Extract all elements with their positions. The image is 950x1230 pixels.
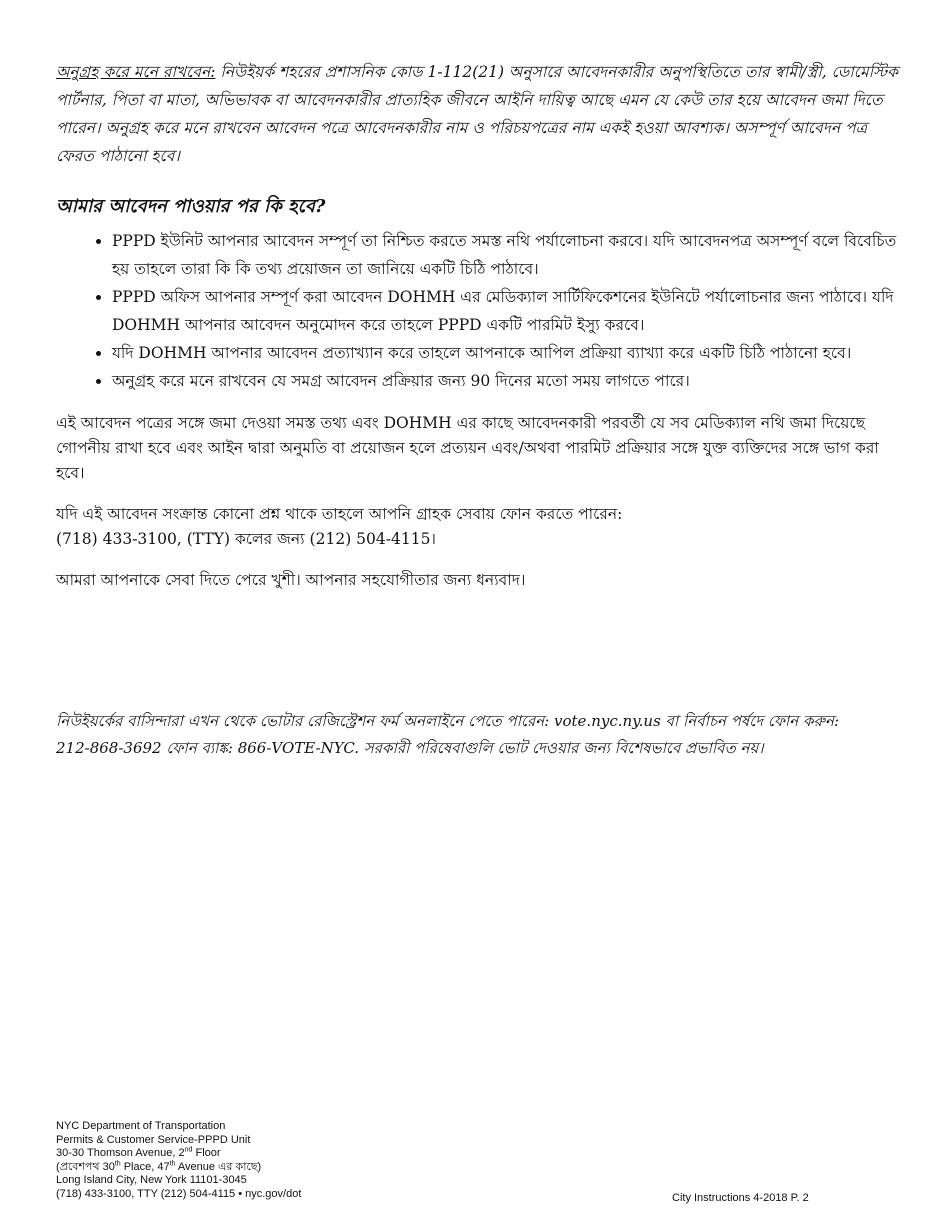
confidentiality-paragraph: এই আবেদন পত্রের সঙ্গে জমা দেওয়া সমস্ত তথ্য এবং DOHMH এর কাছে আবেদনকারী পরবর্তী যে সব মেডিক্যাল নথি জমা দিয়েছে গোপনীয় রাখা হবে এবং আইন দ্বারা অনুমতি বা প্রয়োজন হলে প্রত্যয়ন এবং/অথবা পারমিট প্রক্রিয়ার সঙ্গে যুক্ত ব্যক্তিদের সঙ্গে ভাগ করা হবে।: [56, 414, 879, 482]
footer-address: [56, 1120, 301, 1201]
footer-entrance-a: (প্রবেশপথ 30: [56, 1160, 115, 1173]
voter-line-1: নিউইয়র্কের বাসিন্দারা এখন থেকে ভোটার রেজিস্ট্রেশন ফর্ম অনলাইনে পেতে পারেন: vote.nyc.ny.us বা নির্বাচন পর্ষদে ফোন করুন:: [56, 712, 840, 730]
list-item: • অনুগ্রহ করে মনে রাখবেন যে সমগ্র আবেদন প্রক্রিয়ার জন্য 90 দিনের মতো সময় লাগতে পারে।: [112, 367, 898, 395]
footer-street-floor: Floor: [192, 1147, 221, 1159]
footer-phones: (718) 433-3100, TTY (212) 504-4115 • nyc.gov/dot: [56, 1187, 302, 1200]
footer-entrance-sup2: th: [169, 1159, 176, 1167]
list-item: • যদি DOHMH আপনার আবেদন প্রত্যাখ্যান করে তাহলে আপনাকে আপিল প্রক্রিয়া ব্যাখ্যা করে একটি চিঠি পাঠানো হবে।: [112, 339, 898, 367]
footer-entrance-sup1: th: [114, 1159, 121, 1167]
voter-registration-note: [56, 708, 898, 762]
footer-unit: Permits & Customer Service-PPPD Unit: [56, 1133, 251, 1146]
footer-entrance-b: Place, 47: [120, 1160, 170, 1173]
list-item: • PPPD ইউনিট আপনার আবেদন সম্পূর্ণ তা নিশ্চিত করতে সমস্ত নথি পর্যালোচনা করবে। যদি আবেদনপত্র অসম্পূর্ণ বলে বিবেচিত হয় তাহলে তারা কি কি তথ্য প্রয়োজন তা জানিয়ে একটি চিঠি পাঠাবে।: [112, 227, 898, 283]
intro-note-label: অনুগ্রহ করে মনে রাখবেন:: [56, 63, 216, 81]
footer-city: Long Island City, New York 11101-3045: [56, 1174, 247, 1186]
document-body: [56, 58, 898, 593]
page-number-label: City Instructions 4-2018 P. 2: [672, 1192, 809, 1204]
footer-entrance: [56, 1161, 301, 1175]
list-item: • PPPD অফিস আপনার সম্পূর্ণ করা আবেদন DOHMH এর মেডিক্যাল সার্টিফিকেশনের ইউনিটে পর্যালোচনার জন্য পাঠাবে। যদি DOHMH আপনার আবেদন অনুমোদন করে তাহলে PPPD একটি পারমিট ইস্যু করবে।: [112, 283, 898, 339]
footer-entrance-c: Avenue এর কাছে): [175, 1160, 262, 1173]
thanks-paragraph: আমরা আপনাকে সেবা দিতে পেরে খুশী। আপনার সহযোগীতার জন্য ধন্যবাদ।: [56, 571, 526, 589]
contact-phone-line: (718) 433-3100, (TTY) কলের জন্য (212) 504-4115।: [56, 530, 436, 548]
footer-street: [56, 1147, 301, 1161]
footer-street-sup: nd: [184, 1146, 193, 1154]
process-steps-list: [56, 227, 898, 395]
contact-paragraph: [56, 502, 898, 552]
voter-line-2: 212-868-3692 ফোন ব্যাঙ্ক: 866-VOTE-NYC. সরকারী পরিষেবাগুলি ভোট দেওয়ার জন্য বিশেষভাবে প্রভাবিত নয়।: [56, 739, 764, 757]
intro-note-text: নিউইয়র্ক শহরের প্রশাসনিক কোড 1-112(21) অনুসারে আবেদনকারীর অনুপস্থিতিতে তার স্বামী/স্ত্রী, ডোমেস্টিক পার্টনার, পিতা বা মাতা, অভিভাবক বা আবেদনকারীর প্রাত্যহিক জীবনে আইনি দায়িত্ব আছে এমন যে কেউ তার হয়ে আবেদন জমা দিতে পারেন। অনুগ্রহ করে মনে রাখবেন আবেদন পত্রে আবেদনকারীর নাম ও পরিচয়পত্রের নাম একই হওয়া আবশ্যক। অসম্পূর্ণ আবেদন পত্র ফেরত পাঠানো হবে।: [56, 63, 898, 165]
footer-org: NYC Department of Transportation: [56, 1120, 226, 1132]
contact-line-1: যদি এই আবেদন সংক্রান্ত কোনো প্রশ্ন থাকে তাহলে আপনি গ্রাহক সেবায় ফোন করতে পারেন:: [56, 505, 623, 523]
footer-street-text: 30-30 Thomson Avenue, 2: [56, 1147, 185, 1159]
after-submission-heading: আমার আবেদন পাওয়ার পর কি হবে?: [56, 196, 326, 217]
intro-note: [56, 58, 898, 170]
